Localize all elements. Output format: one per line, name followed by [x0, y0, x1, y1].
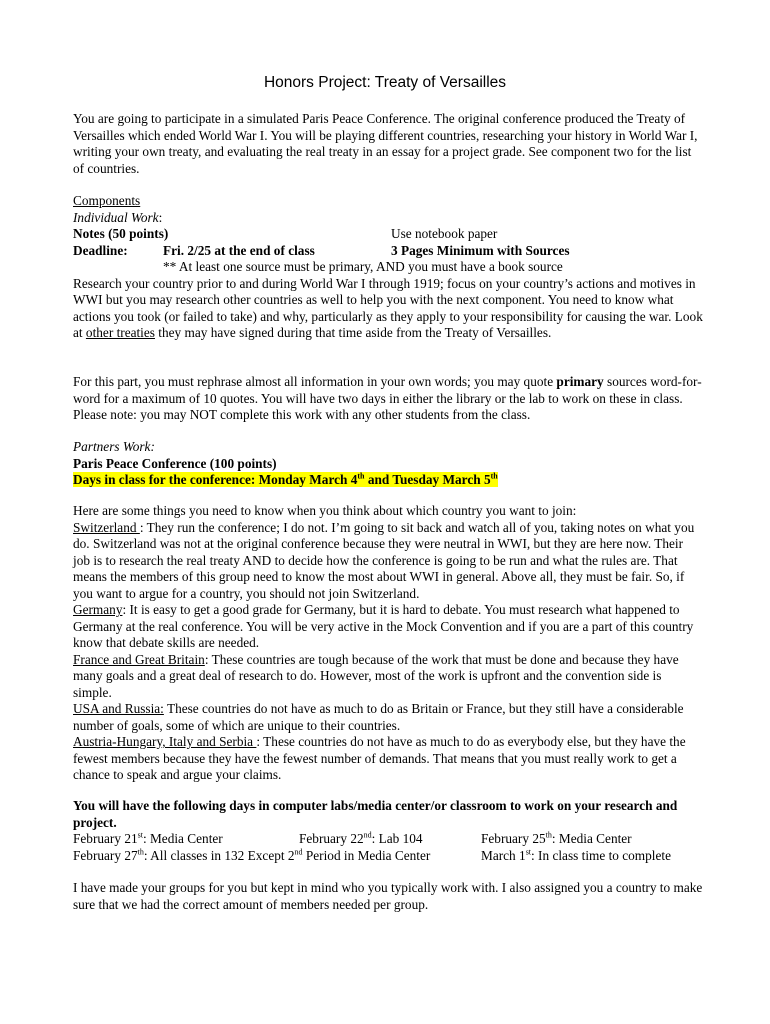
germany-name: Germany [73, 602, 123, 617]
deadline-label: Deadline: [73, 242, 128, 258]
schedule-date: February 21 [73, 831, 138, 846]
schedule-date-sup: st [525, 847, 532, 857]
components-section [73, 193, 703, 342]
germany-text: : It is easy to get a good grade for Germany, but it is hard to debate. You must research what happened to Germany at the real conference. You will be very active in the Mock Convention and if you are a part of this country know that debate skills are needed. [73, 602, 694, 650]
source-note: ** At least one source must be primary, AND you must have a book source [163, 259, 563, 274]
rephrase-text-end: sources word-for-word for a maximum of 10 quotes. You will have two days in either the library or the lab to work on these in class. Please note: you may NOT complete this work with any other students from the class. [73, 374, 702, 422]
partners-work-label: Partners Work: [73, 439, 155, 454]
notes-label: Notes (50 points) [73, 226, 169, 241]
austria-italy-serbia-paragraph [73, 734, 703, 784]
deadline-row [73, 243, 703, 260]
notebook-paper: Use notebook paper [391, 226, 498, 241]
schedule-date-sup: th [545, 830, 552, 840]
individual-work-label: Individual Work [73, 209, 159, 225]
schedule-row-2 [73, 848, 703, 865]
deadline-value: Fri. 2/25 at the end of class [163, 242, 315, 258]
intro-text: You are going to participate in a simulated Paris Peace Conference. The original conference produced the Treaty of Versailles which ended World War I. You will be playing different countries, researching your history in World War I, writing your own treaty, and evaluating the real treaty in an essay for a project grade. See component two for the list of countries. [73, 111, 698, 176]
schedule-place: : In class time to complete [531, 847, 671, 863]
schedule-place: : Media Center [551, 831, 632, 846]
schedule-date: February 22 [299, 831, 364, 846]
switzerland-paragraph [73, 520, 703, 603]
schedule-section [73, 798, 703, 864]
conference-heading: Paris Peace Conference (100 points) [73, 455, 277, 471]
usa-russia-name: USA and Russia: [73, 701, 164, 716]
closing-text: I have made your groups for you but kept in mind who you typically work with. I also assigned you a country to make sure that we had the correct amount of members needed per group. [73, 880, 703, 912]
page-title: Honors Project: Treaty of Versailles [263, 74, 507, 91]
usa-russia-paragraph [73, 701, 703, 734]
conference-days-line [73, 472, 703, 489]
germany-paragraph [73, 602, 703, 652]
austria-italy-serbia-text: : These countries do not have as much to do as everybody else, but they have the fewest members because they have the fewest number of demands. That means that you must really work to get a chance to speak and argue your claims. [73, 734, 686, 782]
france-britain-paragraph [73, 652, 703, 702]
countries-section [73, 503, 703, 784]
days-sup-1: th [357, 471, 365, 481]
schedule-place: : Lab 104 [371, 831, 423, 846]
intro-paragraph [73, 111, 703, 177]
individual-work-line [73, 210, 703, 227]
schedule-date-sup: st [137, 830, 143, 840]
pages-minimum: 3 Pages Minimum with Sources [391, 242, 570, 258]
schedule-mar-1 [481, 848, 671, 865]
countries-intro: Here are some things you need to know when you think about which country you want to join: [73, 503, 577, 518]
closing-paragraph [73, 880, 703, 913]
other-treaties-text: other treaties [85, 325, 155, 340]
schedule-date: February 25 [481, 831, 546, 846]
research-text-start: Research your country prior to and during World War I through 1919; focus on your country’s actions and motives in WWI but you may research other countries as well to help you with the next component. You need to know what actions you took (or failed to take) and why, particularly as they apply to your responsibility for causing the war. Look at [73, 275, 703, 340]
schedule-heading: You will have the following days in computer labs/media center/or classroom to work on your research and project. [73, 798, 678, 830]
schedule-period-sup: nd [294, 847, 303, 857]
schedule-date-sup: nd [363, 830, 372, 840]
schedule-date-sup: th [137, 847, 144, 857]
days-sup-2: th [490, 471, 498, 481]
schedule-feb-21 [73, 831, 223, 848]
austria-italy-serbia-name: Austria-Hungary, Italy and Serbia [73, 734, 257, 749]
schedule-place: : All classes in 132 Except 2 [143, 847, 295, 863]
france-britain-text: : These countries are tough because of the work that must be done and because they have many goals and a great deal of research to do. However, most of the work is upfront and the convention side is simple. [73, 651, 679, 700]
usa-russia-text: These countries do not have as much to do as Britain or France, but they still have a considerable number of goals, some of which are unique to their countries. [73, 701, 684, 733]
days-text-start: Days in class for the conference: Monday March 4 [73, 472, 358, 487]
notes-row [73, 226, 703, 243]
switzerland-name: Switzerland [73, 519, 140, 535]
rephrase-text-start: For this part, you must rephrase almost all information in your own words; you may quote [73, 374, 557, 389]
schedule-feb-25 [481, 831, 632, 848]
schedule-place: : Media Center [142, 831, 223, 846]
rephrase-paragraph [73, 374, 703, 424]
partners-section [73, 439, 703, 489]
switzerland-text: : They run the conference; I do not. I’m going to sit back and watch all of you, taking notes on what you do. Switzerland was not at the original conference because they were neutral in WWI, but they are here now. Their job is to research the real treaty AND to decide how the conference is going to be run and what the rules are. That means the members of this group need to know the most about WWI in general. Above all, they must be fair. So, if you want to argue for a country, you should not join Switzerland. [73, 519, 695, 601]
components-heading: Components [73, 193, 141, 208]
rephrase-text [73, 374, 703, 424]
schedule-date: March 1 [481, 847, 526, 863]
research-text-end: they may have signed during that time aside from the Treaty of Versailles. [154, 325, 552, 340]
france-britain-name: France and Great Britain [73, 651, 205, 667]
conference-days [73, 472, 498, 487]
schedule-place-end: Period in Media Center [302, 847, 431, 863]
schedule-date: February 27 [73, 847, 138, 863]
primary-bold: primary [556, 374, 604, 389]
schedule-feb-27 [73, 848, 430, 865]
schedule-feb-22 [299, 831, 423, 848]
days-text-mid: and Tuesday March 5 [364, 472, 491, 487]
individual-work-colon: : [158, 209, 163, 225]
research-paragraph [73, 276, 703, 342]
schedule-row-1 [73, 831, 703, 848]
